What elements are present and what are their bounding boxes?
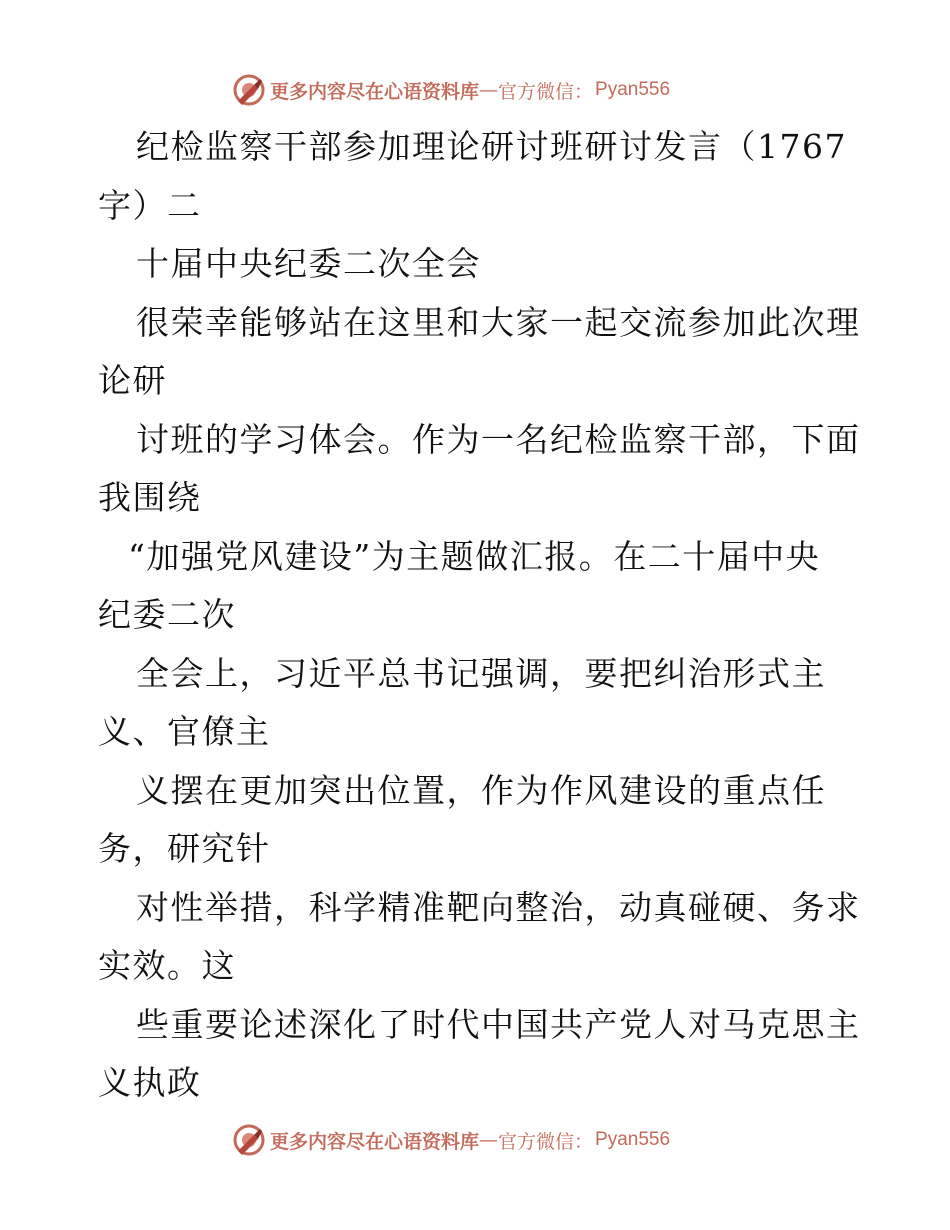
text-line: “加强党风建设”为主题做汇报。在二十届中央 <box>128 536 821 576</box>
text-line: 实效。这 <box>98 946 236 985</box>
text-line: 纪检监察干部参加理论研讨班研讨发言（1767 <box>136 127 847 166</box>
document-body <box>98 118 861 1113</box>
text-line: 十届中央纪委二次全会 <box>136 244 481 283</box>
footer-banner <box>232 1122 670 1158</box>
text-line: 些重要论述深化了时代中国共产党人对马克思主 <box>136 1004 861 1044</box>
text-line: 对性举措，科学精准靶向整治，动真碰硬、务求 <box>136 887 861 927</box>
banner-wechat-label: 官方微信： <box>498 1130 594 1153</box>
text-line: 论研 <box>98 361 167 400</box>
banner-title: 更多内容尽在心语资料库 <box>270 80 480 103</box>
text-line: 我围绕 <box>98 478 202 517</box>
banner-wechat-label: 官方微信： <box>498 80 594 103</box>
pen-logo-icon <box>232 1123 266 1157</box>
banner-dash: — <box>479 79 499 101</box>
text-line: 很荣幸能够站在这里和大家一起交流参加此次理 <box>136 302 861 342</box>
text-line: 字）二 <box>98 185 202 225</box>
header-banner <box>232 72 670 108</box>
pen-logo-icon <box>232 73 266 107</box>
banner-dash: — <box>479 1129 499 1151</box>
text-line: 义、官僚主 <box>98 712 271 751</box>
text-line: 全会上，习近平总书记强调，要把纠治形式主 <box>136 653 826 693</box>
banner-title: 更多内容尽在心语资料库 <box>270 1130 480 1153</box>
banner-wechat-id: Pyan556 <box>595 79 671 100</box>
text-line: 纪委二次 <box>98 595 236 634</box>
text-line: 义摆在更加突出位置，作为作风建设的重点任 <box>136 770 826 810</box>
banner-wechat-id: Pyan556 <box>595 1129 671 1150</box>
text-line: 义执政 <box>98 1063 202 1102</box>
text-line: 讨班的学习体会。作为一名纪检监察干部，下面 <box>136 419 861 459</box>
text-line: 务，研究针 <box>98 829 271 868</box>
